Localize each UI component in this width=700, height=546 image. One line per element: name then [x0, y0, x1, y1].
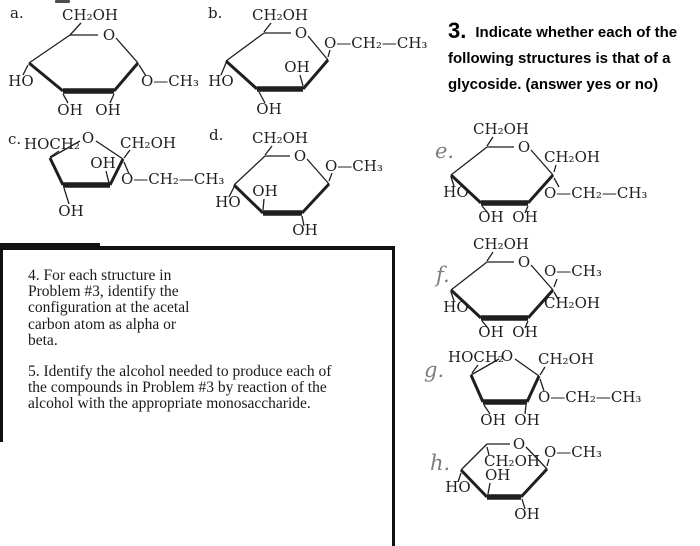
question-3-line: Indicate whether each of the	[475, 24, 678, 41]
structure-b-figure	[200, 2, 440, 120]
ho-label: HO	[443, 183, 469, 201]
ho-label: HO	[443, 298, 469, 316]
structure-a-bonds	[23, 23, 146, 103]
structure-a-figure	[2, 2, 202, 120]
oh-label: OH	[478, 323, 504, 341]
structure-d-figure	[205, 126, 430, 244]
ch2oh-label: CH₂OH	[473, 120, 529, 138]
ch2oh-label: CH₂OH	[252, 129, 308, 147]
o-ch3-label: O—CH₃	[141, 72, 199, 90]
o-ch3-label: O—CH₃	[544, 262, 602, 280]
questions-box	[0, 246, 395, 546]
structure-c-label: c.	[8, 130, 22, 148]
ch2oh-label: CH₂OH	[252, 6, 308, 24]
oh-label: OH	[90, 154, 116, 172]
structure-h-label: h.	[430, 451, 451, 475]
structure-g-figure	[420, 345, 655, 437]
question-4-line: beta.	[28, 331, 58, 349]
ch2oh-label: CH₂OH	[544, 148, 600, 166]
ch2oh-label: CH₂OH	[538, 350, 594, 368]
question-3-line: glycoside. (answer yes or no)	[448, 76, 659, 93]
ch2oh-label: CH₂OH	[62, 6, 118, 24]
oh-label: OH	[478, 208, 504, 226]
structure-a-label: a.	[10, 4, 24, 22]
oh-label: OH	[256, 100, 282, 118]
structure-f-label: f.	[436, 263, 450, 287]
o-ethyl-label: O—CH₂—CH₃	[538, 388, 642, 406]
oh-label: OH	[512, 208, 538, 226]
question-4-line: Problem #3, identify the	[28, 283, 179, 301]
question-5	[28, 364, 331, 413]
oh-label: OH	[514, 411, 540, 429]
o-ethyl-label: O—CH₂—CH₃	[324, 34, 428, 52]
structure-b-label: b.	[208, 4, 223, 22]
oh-label: OH	[514, 505, 540, 523]
hoch2-label: HOCH₂	[24, 135, 80, 153]
ring-oxygen-label: O	[512, 435, 526, 453]
ho-label: HO	[215, 193, 241, 211]
question-4-line: carbon atom as alpha or	[28, 315, 177, 333]
structure-e-label: e.	[435, 139, 455, 163]
ring-oxygen-label: O	[102, 26, 116, 44]
structure-b-bonds	[221, 23, 330, 103]
structure-e-figure	[420, 115, 655, 235]
question-3-number: 3.	[448, 18, 467, 43]
structure-f-figure	[420, 230, 655, 350]
question-3	[448, 18, 700, 98]
question-3-line: following structures is that of a	[448, 50, 671, 67]
ring-oxygen-label: O	[517, 138, 531, 156]
ring-oxygen-label: O	[293, 147, 307, 165]
oh-label: OH	[480, 411, 506, 429]
structure-d-label: d.	[209, 126, 224, 144]
structure-g-bonds	[471, 359, 545, 414]
o-ethyl-label: O—CH₂—CH₃	[544, 184, 648, 202]
structure-f-bonds	[451, 252, 558, 328]
structure-e-bonds	[451, 137, 559, 213]
ch2oh-label: CH₂OH	[484, 452, 540, 470]
ho-label: HO	[445, 478, 471, 496]
hoch2-label: HOCH₂	[448, 348, 504, 366]
structure-h-figure	[420, 430, 655, 530]
oh-label: OH	[58, 202, 84, 220]
question-4	[28, 268, 189, 349]
ring-oxygen-label: O	[500, 347, 514, 365]
o-ch3-label: O—CH₃	[544, 443, 602, 461]
question-5-line: 5. Identify the alcohol needed to produce each of	[28, 363, 332, 380]
ch2oh-label: CH₂OH	[544, 294, 600, 312]
ch2oh-label: CH₂OH	[120, 134, 176, 152]
ring-oxygen-label: O	[517, 253, 531, 271]
ho-label: HO	[8, 72, 34, 90]
question-5-line: the compounds in Problem #3 by reaction of the	[28, 379, 327, 397]
ho-label: HO	[208, 72, 234, 90]
oh-label: OH	[95, 101, 121, 119]
ring-oxygen-label: O	[81, 129, 95, 147]
oh-label: OH	[512, 323, 538, 341]
oh-label: OH	[292, 221, 318, 239]
structure-g-label: g.	[424, 358, 445, 382]
ch2oh-label: CH₂OH	[473, 235, 529, 253]
ring-oxygen-label: O	[294, 24, 308, 42]
oh-label: OH	[252, 182, 278, 200]
question-4-line: 4. For each structure in	[28, 267, 172, 284]
oh-label: OH	[57, 101, 83, 119]
o-ethyl-label: O—CH₂—CH₃	[121, 170, 225, 188]
question-4-line: configuration at the acetal	[28, 299, 190, 317]
o-ch3-label: O—CH₃	[325, 157, 383, 175]
oh-label: OH	[485, 466, 511, 484]
oh-label: OH	[284, 58, 310, 76]
question-5-line: alcohol with the appropriate monosaccharide.	[28, 395, 311, 413]
structure-d-bonds	[229, 146, 332, 226]
structure-c-figure	[2, 126, 230, 234]
